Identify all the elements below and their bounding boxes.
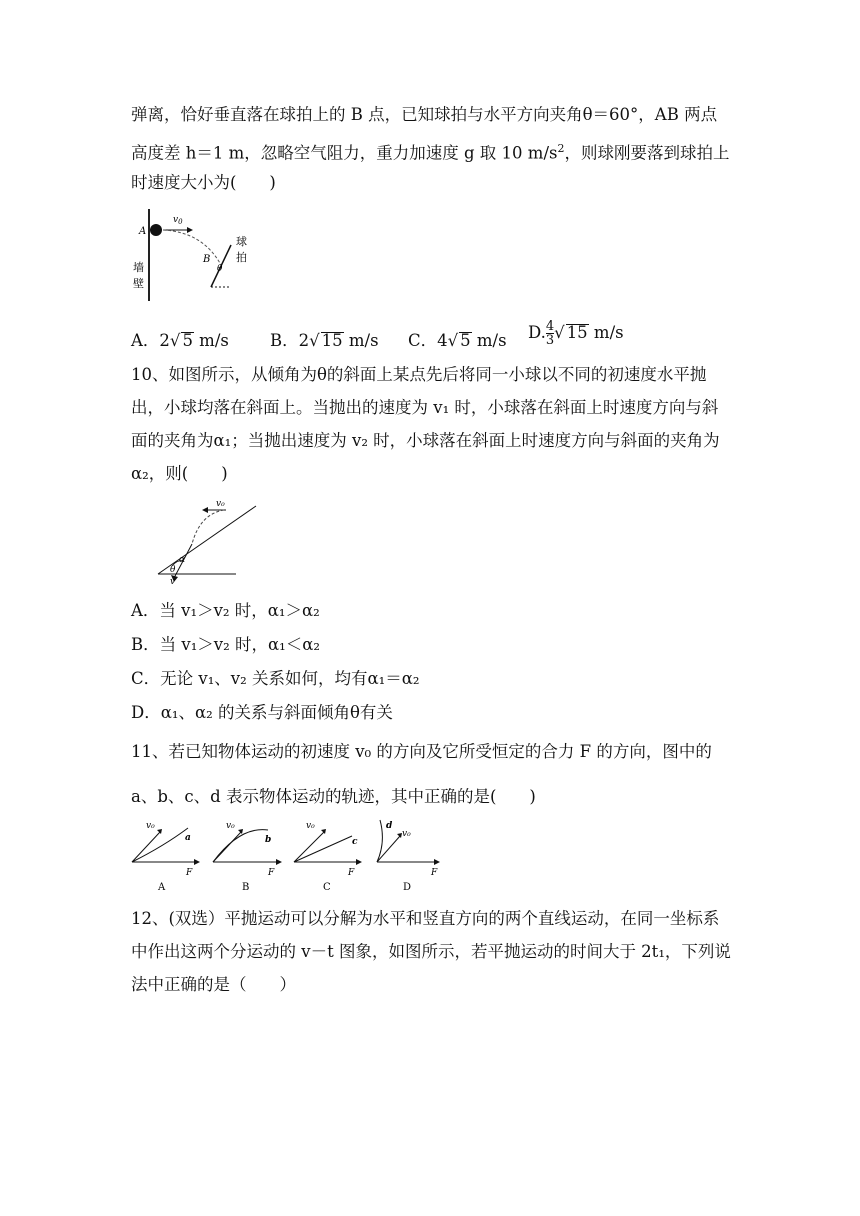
svg-text:A: A bbox=[158, 882, 166, 893]
q11-figure-b[interactable] bbox=[213, 821, 282, 893]
label-racket-2: 拍 bbox=[236, 251, 247, 264]
q10-label-theta: θ bbox=[170, 565, 176, 575]
q9-line-2-text: 高度差 h＝1 m，忽略空气阻力，重力加速度 g 取 10 m/s bbox=[131, 143, 558, 163]
svg-text:B: B bbox=[242, 882, 250, 893]
svg-text:b: b bbox=[265, 835, 272, 845]
q9-line-1: 弹离，恰好垂直落在球拍上的 B 点，已知球拍与水平方向夹角θ＝60°，AB 两点 bbox=[131, 105, 718, 124]
svg-text:v₀: v₀ bbox=[226, 821, 235, 831]
svg-text:d: d bbox=[386, 821, 393, 831]
q11-figure-c[interactable] bbox=[294, 821, 362, 893]
q9-option-b[interactable]: B．2√ 15 m/s bbox=[270, 331, 379, 350]
q9-line-2-sup: 2 bbox=[557, 142, 565, 155]
q10-option-b[interactable]: B．当 v₁＞v₂ 时，α₁＜α₂ bbox=[131, 635, 321, 654]
label-a: A bbox=[139, 226, 147, 237]
q9-option-c[interactable]: C．4√ 5 m/s bbox=[408, 331, 507, 350]
label-v0: $v_0$ bbox=[173, 215, 183, 226]
q9-option-a[interactable]: A．2√ 5 m/s bbox=[131, 331, 229, 350]
svg-text:v₀: v₀ bbox=[306, 821, 315, 831]
svg-text:a: a bbox=[185, 833, 191, 843]
q12-text: 12、(双选）平抛运动可以分解为水平和竖直方向的两个直线运动，在同一坐标系中作出这两个分运动的 v－t 图象，如图所示，若平抛运动的时间大于 2t₁，下列说法中正确的是（ ） bbox=[131, 909, 731, 994]
label-theta: θ bbox=[217, 264, 223, 274]
svg-text:F: F bbox=[186, 868, 193, 878]
label-b: B bbox=[203, 254, 211, 265]
svg-text:F: F bbox=[348, 868, 355, 878]
q10-option-d[interactable]: D．α₁、α₂ 的关系与斜面倾角θ有关 bbox=[131, 703, 393, 722]
q11-text: 11、若已知物体运动的初速度 v₀ 的方向及它所受恒定的合力 F 的方向，图中的 a、b、c、d 表示物体运动的轨迹，其中正确的是( ) bbox=[131, 742, 712, 806]
q11-figures bbox=[128, 818, 448, 898]
q10-option-c[interactable]: C．无论 v₁、v₂ 关系如何，均有α₁＝α₂ bbox=[131, 669, 420, 688]
label-wall-1: 墙 bbox=[133, 261, 144, 274]
q9-line-2-tail: ，则球刚要落到球拍上 bbox=[564, 143, 730, 163]
svg-text:F: F bbox=[431, 868, 438, 878]
q10-text: 10、如图所示，从倾角为θ的斜面上某点先后将同一小球以不同的初速度水平抛出，小球均落在斜面上。当抛出的速度为 v₁ 时，小球落在斜面上时速度方向与斜面的夹角为α₁；当抛出速度为 v₂ 时，小球落在斜面上时速度方向与斜面的夹角为α₂，则( ) bbox=[131, 365, 720, 483]
q10-label-alpha: α bbox=[179, 555, 186, 565]
svg-text:F: F bbox=[268, 868, 275, 878]
ball bbox=[150, 224, 162, 236]
q10-label-v0: v₀ bbox=[216, 500, 225, 509]
q9-line-3: 时速度大小为( ) bbox=[131, 173, 276, 192]
label-racket-1: 球 bbox=[236, 235, 247, 248]
q10-option-a[interactable]: A．当 v₁＞v₂ 时，α₁＞α₂ bbox=[131, 601, 320, 620]
q10-label-v: v bbox=[170, 577, 176, 585]
label-wall-2: 壁 bbox=[133, 277, 144, 290]
incline-line bbox=[158, 506, 256, 574]
q9-option-d[interactable]: D. $\frac{4}{3}$ √ 15 m/s bbox=[528, 319, 624, 348]
svg-text:v₀: v₀ bbox=[402, 829, 411, 839]
q11-figure-d[interactable] bbox=[377, 820, 440, 893]
svg-text:c: c bbox=[352, 837, 358, 847]
svg-text:v₀: v₀ bbox=[146, 821, 155, 831]
svg-text:C: C bbox=[323, 882, 331, 893]
trajectory-path bbox=[163, 230, 221, 265]
q9-line-2 bbox=[131, 138, 729, 165]
q10-figure bbox=[150, 500, 265, 585]
q9-figure bbox=[125, 205, 265, 305]
q11-figure-a[interactable] bbox=[132, 821, 200, 893]
svg-text:D: D bbox=[403, 882, 412, 893]
